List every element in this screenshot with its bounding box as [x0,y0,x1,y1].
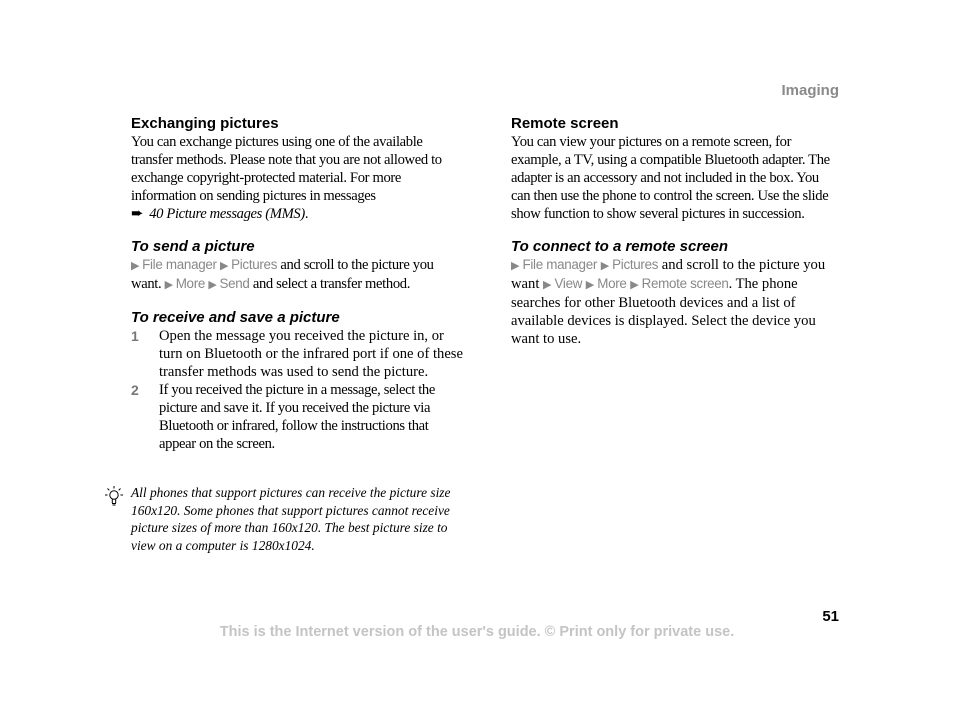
section-header: Imaging [781,82,839,99]
right-column [511,115,841,348]
menu-arrow-icon: ▶ [220,260,229,272]
step-item [131,381,465,453]
exchanging-pictures-body [131,133,465,223]
menu-arrow-icon: ▶ [164,279,173,291]
footer-notice: This is the Internet version of the user's guide. © Print only for private use. [219,624,735,640]
connect-text-1: and scroll to the picture you want [511,257,826,292]
exchanging-pictures-heading: Exchanging pictures [131,115,279,132]
step-text: Open the message you received the picture in, or turn on Bluetooth or the infrared port if one of these transfer methods was used to send the picture. [159,328,463,380]
page-number: 51 [822,608,839,625]
connect-remote-body [511,256,841,348]
menu-more: More [597,276,627,291]
reference-end: . [304,206,309,222]
step-number: 1 [131,328,139,344]
menu-send: Send [219,276,250,291]
reference-arrow-icon: ➨ [131,206,144,222]
menu-file-manager: File manager [522,257,598,272]
lightbulb-tip-icon [104,485,124,507]
menu-more: More [175,276,206,291]
remote-screen-heading: Remote screen [511,115,619,132]
menu-arrow-icon: ▶ [585,279,595,291]
menu-arrow-icon: ▶ [543,279,552,291]
send-picture-heading: To send a picture [131,238,255,255]
menu-arrow-icon: ▶ [131,260,140,272]
menu-arrow-icon: ▶ [511,260,520,272]
step-text: If you received the picture in a message, select the picture and save it. If you received the picture via Bluetooth or infrared, follow the instructions that appear on the screen. [159,382,435,452]
menu-pictures: Pictures [231,257,278,272]
connect-text-2: . The phone searches for other Bluetooth devices and a list of available devices is displayed. Select the device you want to use. [511,276,816,347]
connect-remote-heading: To connect to a remote screen [511,238,729,255]
menu-arrow-icon: ▶ [208,279,217,291]
tip-note: All phones that support pictures can receive the picture size 160x120. Some phones that support pictures cannot receive picture sizes of more than 160x120. The best picture size to view on a computer is 1280x1024. [131,485,451,553]
step-number: 2 [131,382,139,398]
mms-reference-link[interactable]: 40 Picture messages (MMS) [149,206,305,222]
send-text-2: and select a transfer method. [249,276,411,292]
send-picture-body [131,256,465,294]
menu-pictures: Pictures [612,257,659,272]
menu-remote-screen: Remote screen [641,276,729,291]
menu-view: View [554,276,583,291]
exchanging-pictures-text: You can exchange pictures using one of the available transfer methods. Please note that you are not allowed to exchange copyright-protected material. For more information on sending pictures in messages [131,134,442,204]
menu-arrow-icon: ▶ [600,260,610,272]
left-column [131,115,465,453]
menu-arrow-icon: ▶ [630,279,639,291]
send-text-1: and scroll to the picture you want. [131,257,434,292]
remote-screen-body: You can view your pictures on a remote screen, for example, a TV, using a compatible Bluetooth adapter. The adapter is an accessory and not included in the box. You can then use the phone to control the screen. Use the slide show function to show several pictures in succession. [511,134,830,222]
step-item [131,327,465,381]
receive-picture-heading: To receive and save a picture [131,309,340,326]
menu-file-manager: File manager [142,257,217,272]
